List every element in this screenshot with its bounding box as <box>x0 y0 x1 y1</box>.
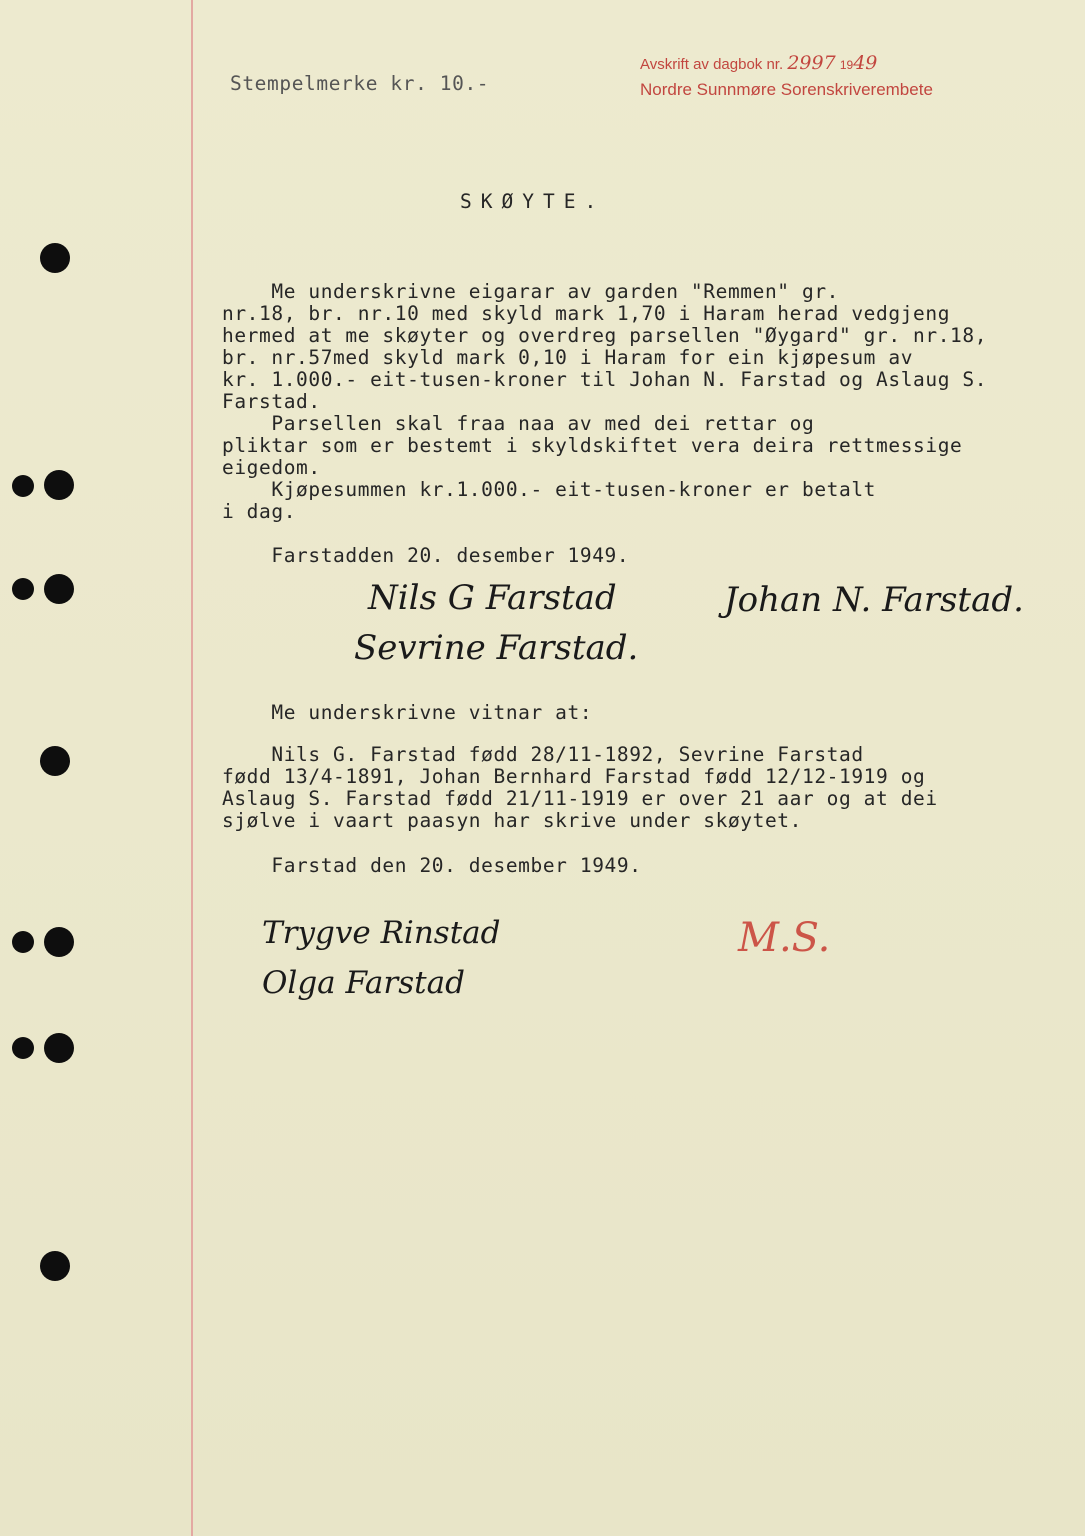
body-line: Farstad. <box>222 390 321 413</box>
body-line: nr.18, br. nr.10 med skyld mark 1,70 i Haram herad vedgjeng <box>222 302 951 325</box>
punch-hole <box>12 475 34 497</box>
registry-number: 2997 <box>787 52 836 74</box>
body-line: Kjøpesummen kr.1.000.- eit-tusen-kroner er betalt <box>222 478 877 501</box>
punch-hole <box>44 574 74 604</box>
witness-line: fødd 13/4-1891, Johan Bernhard Farstad fødd 12/12-1919 og <box>222 765 926 788</box>
signature-nils-farstad: Nils G Farstad <box>368 578 617 618</box>
body-line: pliktar som er bestemt i skyldskiftet vera deira rettmessige <box>222 434 963 457</box>
body-line: br. nr.57med skyld mark 0,10 i Haram for ein kjøpesum av <box>222 346 914 369</box>
punch-hole <box>44 927 74 957</box>
signature-sevrine-farstad: Sevrine Farstad. <box>354 628 639 668</box>
punch-hole <box>40 746 70 776</box>
punch-hole <box>40 243 70 273</box>
red-initials: M.S. <box>738 915 831 961</box>
body-line: eigedom. <box>222 456 321 479</box>
document-title: SKØYTE. <box>460 190 606 213</box>
witness-intro: Me underskrivne vitnar at: <box>222 701 593 724</box>
stamp-duty-line: Stempelmerke kr. 10.- <box>230 72 490 95</box>
punch-hole <box>12 1037 34 1059</box>
body-line: hermed at me skøyter og overdreg parsellen "Øygard" gr. nr.18, <box>222 324 988 347</box>
punch-hole <box>44 1033 74 1063</box>
punch-hole <box>40 1251 70 1281</box>
signature-witness-2: Olga Farstad <box>262 965 465 1001</box>
margin-line <box>191 0 193 1536</box>
signature-witness-1: Trygve Rinstad <box>262 915 501 951</box>
signature-johan-farstad: Johan N. Farstad. <box>724 580 1024 620</box>
punch-hole <box>44 470 74 500</box>
date-line: Farstadden 20. desember 1949. <box>222 544 630 567</box>
witness-line: Nils G. Farstad fødd 28/11-1892, Sevrine Farstad <box>222 743 864 766</box>
registry-year: 49 <box>853 52 878 74</box>
body-line: i dag. <box>222 500 297 523</box>
registry-stamp-line-1: Avskrift av dagbok nr. 2997 1949 <box>640 52 878 74</box>
body-line: Parsellen skal fraa naa av med dei rettar og <box>222 412 815 435</box>
punch-hole <box>12 578 34 600</box>
witness-line: Aslaug S. Farstad fødd 21/11-1919 er over 21 aar og at dei <box>222 787 938 810</box>
body-line: kr. 1.000.- eit-tusen-kroner til Johan N. Farstad og Aslaug S. <box>222 368 988 391</box>
registry-stamp-line-2: Nordre Sunnmøre Sorenskriverembete <box>640 80 933 99</box>
punch-hole <box>12 931 34 953</box>
body-line: Me underskrivne eigarar av garden "Remmen" gr. <box>222 280 839 303</box>
witness-line: sjølve i vaart paasyn har skrive under skøytet. <box>222 809 802 832</box>
date-line: Farstad den 20. desember 1949. <box>222 854 642 877</box>
